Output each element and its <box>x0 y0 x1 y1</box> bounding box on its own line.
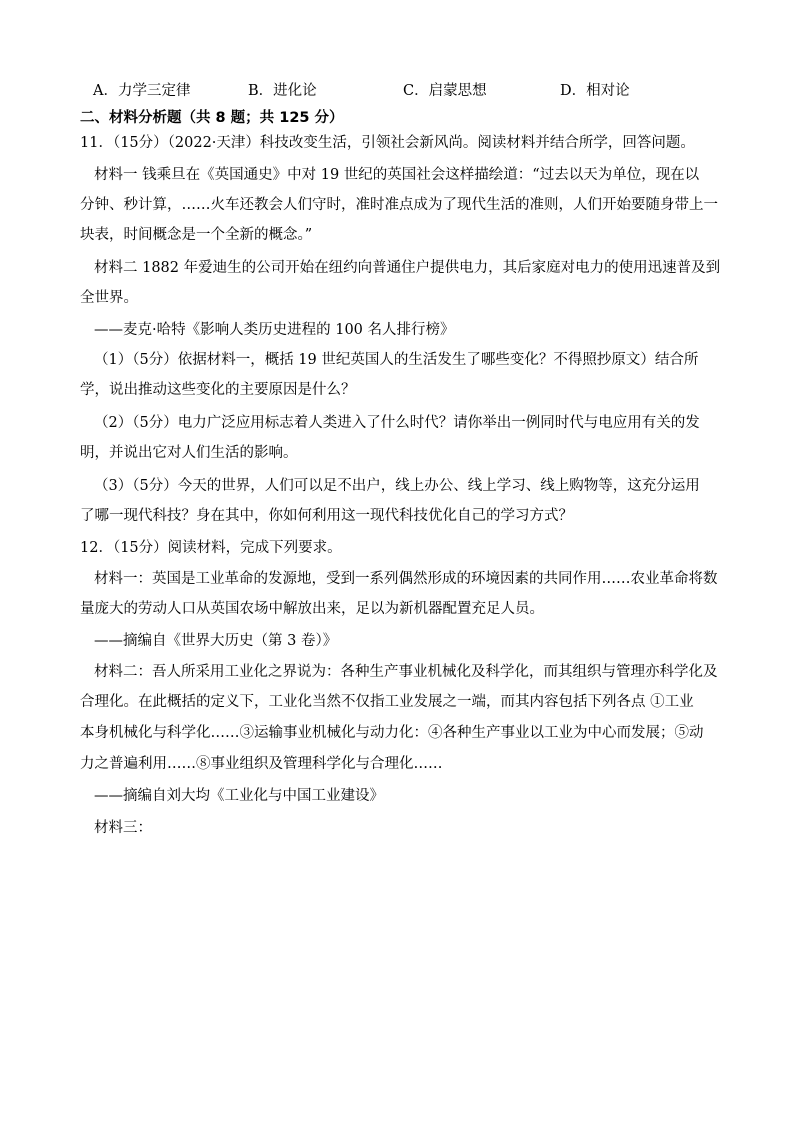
q12-material-1-source: ——摘编自《世界大历史（第 3 卷）》 <box>94 633 338 649</box>
q12-material-2-line-4: 力之普遍利用……⑧事业组织及管理科学化与合理化…… <box>80 756 443 772</box>
q11-material-2-line-1: 材料二 1882 年爱迪生的公司开始在纽约向普通住户提供电力，其后家庭对电力的使用迅速普及到 <box>94 260 721 276</box>
section-title: 二、材料分析题（共 8 题；共 125 分） <box>80 110 344 126</box>
option-d: D．相对论 <box>560 83 630 99</box>
q11-part-2-line-1: （2）（5分）电力广泛应用标志着人类进入了什么时代？请你举出一例同时代与电应用有关的发 <box>94 415 700 431</box>
option-c: C．启蒙思想 <box>403 83 487 99</box>
q12-material-1-line-1: 材料一：英国是工业革命的发源地，受到一系列偶然形成的环境因素的共同作用……农业革命将数 <box>94 571 718 587</box>
q11-part-3-line-1: （3）（5分）今天的世界，人们可以足不出户，线上办公、线上学习、线上购物等，这充分运用 <box>94 478 700 494</box>
q12-material-3-label: 材料三： <box>94 820 152 836</box>
q11-part-2-line-2: 明，并说出它对人们生活的影响。 <box>80 445 298 461</box>
option-a: A．力学三定律 <box>93 83 191 99</box>
q11-material-1-line-2: 分钟、秒计算，……火车还教会人们守时，准时准点成为了现代生活的准则，人们开始要随身带上一 <box>80 197 718 213</box>
q11-material-2-source: ——麦克·哈特《影响人类历史进程的 100 名人排行榜》 <box>94 322 455 338</box>
q11-part-1-line-1: （1）（5分）依据材料一，概括 19 世纪英国人的生活发生了哪些变化？不得照抄原文）结合所 <box>94 352 699 368</box>
q12-material-1-line-2: 量庞大的劳动人口从英国农场中解放出来，足以为新机器配置充足人员。 <box>80 601 544 617</box>
question-12-stem: 12．（15分）阅读材料，完成下列要求。 <box>80 540 342 556</box>
q11-part-3-line-2: 了哪一现代科技？身在其中，你如何利用这一现代科技优化自己的学习方式？ <box>80 508 573 524</box>
q12-material-2-source: ——摘编自刘大均《工业化与中国工业建设》 <box>94 788 384 804</box>
q11-material-2-line-2: 全世界。 <box>80 290 138 306</box>
q11-part-1-line-2: 学，说出推动这些变化的主要原因是什么？ <box>80 382 356 398</box>
q11-material-1-line-1: 材料一 钱乘旦在《英国通史》中对 19 世纪的英国社会这样描绘道：“过去以天为单位，现在以 <box>94 167 700 183</box>
multiple-choice-options <box>93 81 713 101</box>
q12-material-2-line-1: 材料二：吾人所采用工业化之界说为：各种生产事业机械化及科学化，而其组织与管理亦科学化及 <box>94 664 718 680</box>
q12-material-2-line-3: 本身机械化与科学化……③运输事业机械化与动力化：④各种生产事业以工业为中心而发展；⑤动 <box>80 725 704 741</box>
option-b: B．进化论 <box>248 83 317 99</box>
q11-material-1-line-3: 块表，时间概念是一个全新的概念。” <box>80 227 313 243</box>
q12-material-2-line-2: 合理化。在此概括的定义下，工业化当然不仅指工业发展之一端，而其内容包括下列各点 ①工业 <box>80 694 694 710</box>
question-11-stem: 11．（15分）（2022·天津）科技改变生活，引领社会新风尚。阅读材料并结合所学，回答问题。 <box>80 135 695 151</box>
